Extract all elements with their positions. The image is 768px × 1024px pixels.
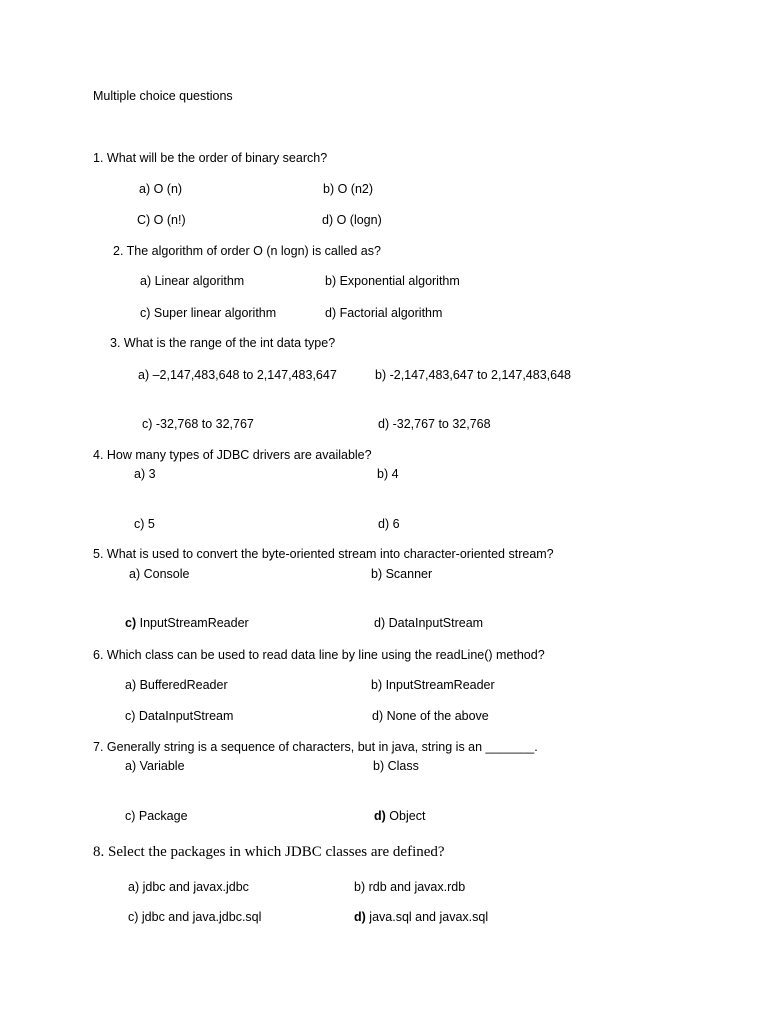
question-1-option-c: C) O (n!): [137, 213, 186, 227]
question-6-option-a: a) BufferedReader: [125, 678, 228, 692]
question-1-option-a: a) O (n): [139, 182, 183, 196]
question-7-text: 7. Generally string is a sequence of characters, but in java, string is an _______.: [93, 740, 538, 754]
question-8-option-d: [354, 909, 488, 925]
question-6-option-d: d) None of the above: [372, 709, 489, 723]
question-5-option-c-label: InputStreamReader: [136, 616, 249, 630]
question-8-text: 8. Select the packages in which JDBC classes are defined?: [93, 844, 445, 860]
question-2-text: 2. The algorithm of order O (n logn) is called as?: [113, 244, 381, 258]
question-7-option-d-label: Object: [385, 809, 426, 823]
question-3-option-d: d) -32,767 to 32,768: [378, 417, 491, 431]
question-4-option-c: c) 5: [134, 517, 155, 531]
question-2-option-c: c) Super linear algorithm: [140, 306, 277, 320]
question-6-text: 6. Which class can be used to read data line by line using the readLine() method?: [93, 648, 545, 662]
question-5-option-c-letter: c): [125, 616, 137, 630]
question-1-text: 1. What will be the order of binary search?: [93, 151, 328, 165]
question-1-option-b: b) O (n2): [323, 182, 374, 196]
question-6-option-c: c) DataInputStream: [125, 709, 234, 723]
question-5-option-d: d) DataInputStream: [374, 616, 484, 630]
question-7-option-b: b) Class: [373, 759, 419, 773]
question-8-option-a: a) jdbc and javax.jdbc: [128, 880, 249, 894]
question-5-option-a: a) Console: [129, 567, 190, 581]
question-2-option-b: b) Exponential algorithm: [325, 274, 460, 288]
question-5-option-c: [125, 615, 249, 631]
question-8-option-d-label: java.sql and javax.sql: [365, 910, 489, 924]
document-title: Multiple choice questions: [93, 89, 233, 103]
question-8-option-b: b) rdb and javax.rdb: [354, 880, 466, 894]
question-4-option-d: d) 6: [378, 517, 400, 531]
question-1-option-d: d) O (logn): [322, 213, 382, 227]
question-3-option-c: c) -32,768 to 32,767: [142, 417, 254, 431]
question-8-option-d-letter: d): [354, 910, 366, 924]
question-5-option-b: b) Scanner: [371, 567, 433, 581]
question-3-option-b: b) -2,147,483,647 to 2,147,483,648: [375, 368, 571, 382]
question-7-option-d-letter: d): [374, 809, 386, 823]
question-2-option-d: d) Factorial algorithm: [325, 306, 443, 320]
question-3-option-a: a) –2,147,483,648 to 2,147,483,647: [138, 368, 337, 382]
question-4-text: 4. How many types of JDBC drivers are available?: [93, 448, 372, 462]
question-4-option-a: a) 3: [134, 467, 156, 481]
question-3-text: 3. What is the range of the int data type?: [110, 336, 336, 350]
question-7-option-a: a) Variable: [125, 759, 185, 773]
question-6-option-b: b) InputStreamReader: [371, 678, 495, 692]
question-2-option-a: a) Linear algorithm: [140, 274, 245, 288]
question-5-text: 5. What is used to convert the byte-oriented stream into character-oriented stream?: [93, 547, 554, 561]
question-4-option-b: b) 4: [377, 467, 399, 481]
question-7-option-c: c) Package: [125, 809, 188, 823]
question-7-option-d: [374, 808, 425, 824]
question-8-option-c: c) jdbc and java.jdbc.sql: [128, 910, 262, 924]
